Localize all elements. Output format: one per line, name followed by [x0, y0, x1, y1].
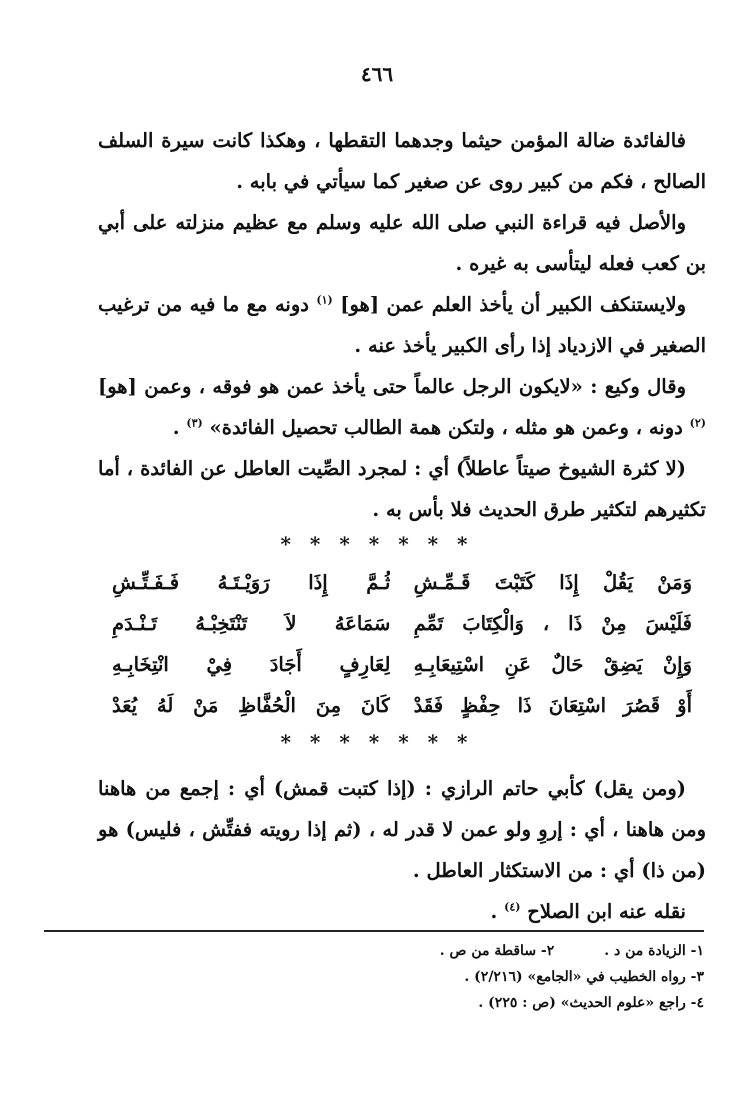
poem-verse: [112, 603, 692, 644]
footnote-ref-2[interactable]: (٢): [689, 416, 706, 430]
footnote-divider: [44, 930, 704, 932]
verse-second-half: ثُـمَّ إِذَا رَوَيْـتَـهُ فَـفَـتِّـشِ: [112, 571, 391, 594]
commentary-paragraph-2-text: نقله عنه ابن الصلاح: [527, 900, 686, 923]
commentary-paragraph-1: (ومن يقل) كأبي حاتم الرازي : (إذا كتبت قمش) أي : إجمع من هاهنا ومن هاهنا ، أي : إروِ ولو عمن لا قدر له ، (ثم إذا رويته ففتِّش ، فليس) هو (من ذا) أي : من الاستكثار العاطل .: [98, 777, 706, 882]
poem-block: [112, 562, 692, 726]
paragraph-3-part-b: دونه مع ما فيه من ترغيب الصغير في الازدياد إذا رأى الكبير يأخذ عنه .: [98, 293, 706, 357]
separator-stars-top: * * * * * * *: [280, 532, 474, 556]
verse-second-half: سَمَاعَهُ لاَ تَنْتَخِبْـهُ تَـنْـدَمِ: [112, 612, 391, 635]
commentary-paragraph-2: [98, 891, 706, 932]
footnote-1: ١- الزيادة من د .: [604, 943, 704, 959]
footnotes-block: [64, 938, 704, 1016]
paragraph-3-part-a: ولايستنكف الكبير أن يأخذ العلم عمن [هو]: [340, 293, 686, 316]
footnote-ref-1[interactable]: (١): [316, 293, 333, 307]
footnote-row: [64, 938, 704, 964]
main-text-block: [98, 120, 706, 530]
verse-second-half: لِعَارِفٍ أَجَادَ فِيْ انْتِخَابِـهِ: [112, 653, 391, 676]
verse-second-half: كَانَ مِنَ الْحُفَّاظِ مَنْ لَهُ يُعَدْ: [112, 694, 391, 717]
footnote-ref-3[interactable]: (٣): [186, 416, 203, 430]
verse-first-half: وَمَنْ يَقُلْ إِذَا كَتَبْتَ قَـمِّـشِ: [413, 571, 692, 594]
commentary-text-block: [98, 768, 706, 932]
footnote-2: ٢- ساقطة من ص .: [439, 943, 555, 959]
paragraph-5: (لا كثرة الشيوخ صيتاً عاطلاً) أي : لمجرد الصِّيت العاطل عن الفائدة ، أما تكثيرهم لتكثير طرق الحديث فلا بأس به .: [98, 457, 706, 521]
verse-first-half: أَوْ قَصُرَ اسْتِعَانَ ذَا حِفْظٍ فَقَدْ: [413, 694, 692, 717]
footnote-3: ٣- رواه الخطيب في «الجامع» (٢/٢١٦) .: [464, 969, 704, 985]
footnote-4: ٤- راجع «علوم الحديث» (ص : ٢٢٥) .: [478, 995, 704, 1011]
paragraph-4-part-c: .: [172, 416, 180, 439]
footnote-row: [64, 990, 704, 1016]
paragraph-4-part-b: دونه ، وعمن هو مثله ، ولتكن همة الطالب تحصيل الفائدة»: [209, 416, 683, 439]
page-number: ٤٦٦: [360, 62, 394, 86]
poem-verse: [112, 562, 692, 603]
poem-verse: [112, 685, 692, 726]
footnote-ref-4[interactable]: (٤): [504, 900, 521, 914]
paragraph-2: والأصل فيه قراءة النبي صلى الله عليه وسلم مع عظيم منزلته على أبي بن كعب فعله ليتأسى به غيره .: [98, 211, 706, 275]
paragraph-4: [98, 366, 706, 448]
paragraph-3: [98, 284, 706, 366]
separator-stars-bottom: * * * * * * *: [280, 730, 474, 754]
commentary-paragraph-2-end: .: [490, 900, 498, 923]
verse-first-half: وَإِنْ يَضِقْ حَالٌ عَنِ اسْتِيعَابِـهِ: [413, 653, 692, 676]
verse-first-half: فَلَيْسَ مِنْ ذَا ، وَالْكِتَابَ تَمِّمِ: [413, 612, 692, 635]
paragraph-1: فالفائدة ضالة المؤمن حيثما وجدهما التقطها ، وهكذا كانت سيرة السلف الصالح ، فكم من كبير روى عن صغير كما سيأتي في بابه .: [98, 129, 706, 193]
paragraph-4-part-a: وقال وكيع : «لايكون الرجل عالماً حتى يأخذ عمن هو فوقه ، وعمن [هو]: [98, 375, 686, 398]
footnote-row: [64, 964, 704, 990]
poem-verse: [112, 644, 692, 685]
